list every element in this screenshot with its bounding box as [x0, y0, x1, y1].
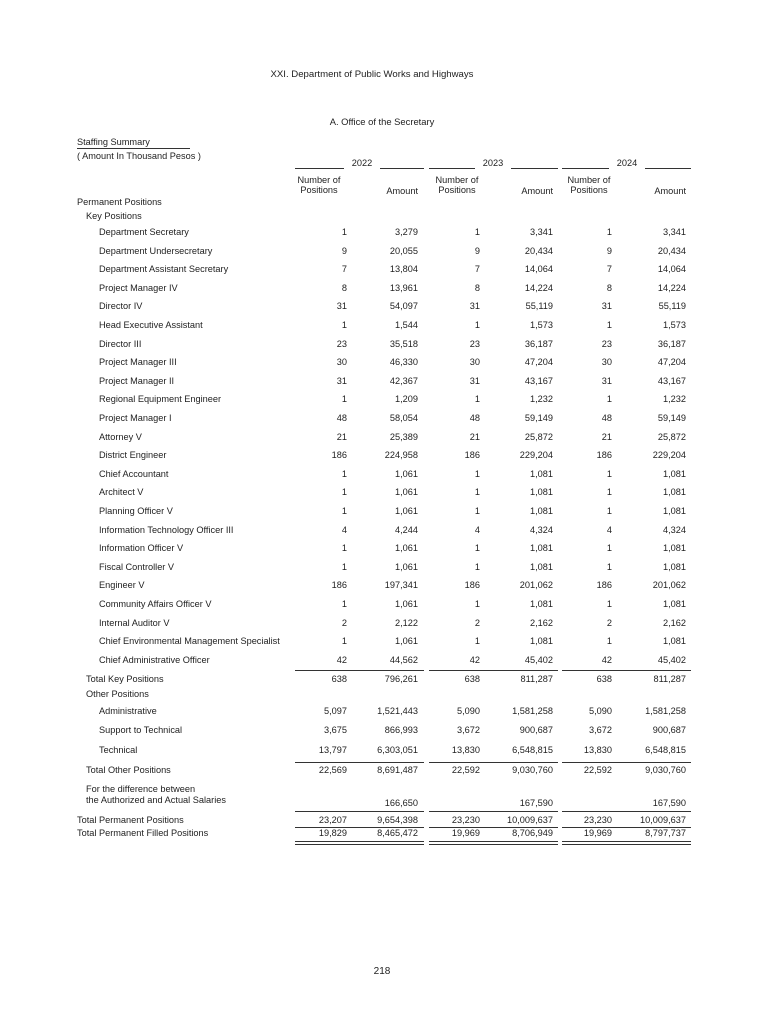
- key-position-row-number: 4: [606, 524, 612, 535]
- key-position-row-number: 1: [606, 468, 612, 479]
- key-position-row-amount: 47,204: [657, 357, 686, 368]
- key-position-row-amount: 59,149: [657, 413, 686, 423]
- key-position-row-label: Project Manager II: [99, 375, 175, 386]
- key-position-row-label: Project Manager I: [99, 413, 172, 423]
- year-rule: [511, 168, 558, 169]
- key-position-row-amount: 1,081: [663, 636, 686, 647]
- key-position-row-number: 1: [341, 487, 347, 498]
- key-position-row-amount: 1,232: [530, 394, 553, 405]
- key-position-row-amount: 1,061: [395, 543, 418, 554]
- double-rule: [295, 841, 424, 842]
- key-position-row-number: 42: [601, 654, 612, 665]
- key-position-row-amount: 45,402: [524, 654, 553, 665]
- key-position-row-number: 1: [474, 320, 480, 330]
- other-position-row-number: 5,090: [589, 706, 612, 716]
- year-header: 2022: [351, 158, 373, 168]
- key-position-row-amount: 1,081: [530, 468, 553, 479]
- key-position-row-amount: 1,081: [530, 487, 553, 498]
- key-position-row-amount: 3,341: [530, 227, 553, 237]
- subtotal-rule: [429, 811, 558, 812]
- key-position-row-label: Information Technology Officer III: [99, 524, 234, 535]
- key-position-row-number: 1: [474, 394, 480, 405]
- key-position-row-amount: 1,061: [395, 468, 418, 479]
- total-permanent-filled-positions-amount: 8,465,472: [377, 828, 418, 838]
- key-position-row-number: 1: [474, 487, 480, 498]
- other-position-row-label: Support to Technical: [99, 725, 183, 736]
- total-key-positions-amount: 811,287: [653, 674, 686, 684]
- key-position-row-number: 7: [606, 264, 612, 275]
- key-position-row-number: 186: [331, 450, 347, 461]
- key-position-row-number: 1: [606, 227, 612, 237]
- total-other-positions-amount: 8,691,487: [377, 765, 418, 775]
- other-position-row-number: 3,672: [457, 725, 480, 736]
- key-position-row-number: 31: [336, 375, 347, 386]
- key-position-row-amount: 1,061: [395, 487, 418, 498]
- other-position-row-amount: 6,303,051: [377, 744, 418, 755]
- total-permanent-positions-label: Total Permanent Positions: [77, 815, 184, 825]
- key-position-row-number: 1: [341, 561, 347, 572]
- double-rule: [429, 841, 558, 842]
- key-position-row-label: Planning Officer V: [99, 506, 173, 516]
- key-position-row-amount: 1,081: [663, 506, 686, 516]
- key-position-row-amount: 197,341: [384, 580, 418, 591]
- key-position-row-number: 186: [464, 450, 480, 461]
- key-position-row-amount: 1,573: [530, 320, 553, 330]
- total-permanent-positions-amount: 10,009,637: [640, 815, 686, 825]
- key-position-row-amount: 1,209: [395, 394, 418, 405]
- subtotal-rule: [562, 811, 691, 812]
- key-position-row-amount: 3,279: [395, 227, 418, 237]
- key-position-row-number: 48: [336, 413, 347, 423]
- key-position-row-amount: 43,167: [524, 375, 553, 386]
- key-position-row-amount: 25,389: [389, 431, 418, 442]
- key-position-row-amount: 1,081: [530, 543, 553, 554]
- key-position-row-label: Director IV: [99, 301, 143, 312]
- key-position-row-amount: 13,961: [389, 282, 418, 293]
- page-number: 218: [373, 966, 391, 977]
- key-position-row-number: 23: [469, 338, 480, 349]
- key-position-row-label: Chief Administrative Officer: [99, 654, 210, 665]
- total-permanent-filled-positions-number: 19,829: [318, 828, 347, 838]
- key-position-row-number: 21: [469, 431, 480, 442]
- key-position-row-number: 1: [606, 394, 612, 405]
- key-position-row-amount: 58,054: [389, 413, 418, 423]
- key-position-row-number: 23: [601, 338, 612, 349]
- key-position-row-number: 1: [341, 636, 347, 647]
- key-position-row-amount: 229,204: [519, 450, 553, 461]
- key-position-row-number: 48: [601, 413, 612, 423]
- key-position-row-number: 42: [336, 654, 347, 665]
- other-position-row-number: 13,830: [451, 744, 480, 755]
- key-position-row-amount: 4,324: [530, 524, 553, 535]
- key-position-row-label: Information Officer V: [99, 543, 184, 554]
- column-header-number: Number of Positions: [567, 175, 611, 195]
- key-position-row-amount: 14,064: [657, 264, 686, 275]
- other-position-row-label: Administrative: [99, 706, 157, 716]
- key-position-row-number: 1: [474, 543, 480, 554]
- key-position-row-amount: 1,061: [395, 506, 418, 516]
- key-position-row-number: 31: [601, 301, 612, 312]
- key-position-row-label: Chief Environmental Management Specialist: [99, 636, 280, 647]
- subtotal-rule: [562, 762, 691, 763]
- key-position-row-number: 30: [469, 357, 480, 368]
- difference-amount: 167,590: [519, 798, 553, 808]
- subtotal-rule: [429, 762, 558, 763]
- subtotal-rule: [562, 670, 691, 671]
- difference-amount: 167,590: [652, 798, 686, 808]
- key-position-row-amount: 1,081: [530, 561, 553, 572]
- key-position-row-amount: 2,162: [530, 617, 553, 628]
- key-position-row-number: 1: [474, 506, 480, 516]
- column-header-amount: Amount: [654, 186, 686, 196]
- column-header-number: Number of Positions: [297, 175, 341, 195]
- key-position-row-number: 1: [341, 468, 347, 479]
- key-position-row-amount: 4,324: [663, 524, 686, 535]
- subtotal-rule: [295, 670, 424, 671]
- key-position-row-number: 21: [601, 431, 612, 442]
- key-position-row-amount: 201,062: [652, 580, 686, 591]
- key-position-row-number: 31: [601, 375, 612, 386]
- key-position-row-amount: 44,562: [389, 654, 418, 665]
- key-position-row-label: Community Affairs Officer V: [99, 599, 212, 609]
- key-position-row-amount: 1,081: [663, 543, 686, 554]
- difference-label-line2: the Authorized and Actual Salaries: [86, 795, 226, 805]
- amount-note: ( Amount In Thousand Pesos ): [77, 151, 201, 161]
- key-position-row-amount: 45,402: [657, 654, 686, 665]
- key-position-row-number: 186: [596, 450, 612, 461]
- key-position-row-number: 1: [606, 506, 612, 516]
- key-position-row-number: 1: [606, 320, 612, 330]
- section-key-positions: Key Positions: [86, 211, 142, 221]
- other-position-row-amount: 866,993: [384, 725, 418, 736]
- total-other-positions-label: Total Other Positions: [86, 765, 171, 775]
- key-position-row-label: Fiscal Controller V: [99, 561, 175, 572]
- key-position-row-amount: 1,061: [395, 561, 418, 572]
- column-header-amount: Amount: [521, 186, 553, 196]
- subtotal-rule: [295, 811, 424, 812]
- key-position-row-number: 186: [464, 580, 480, 591]
- section-other-positions: Other Positions: [86, 689, 149, 699]
- key-position-row-amount: 1,544: [395, 320, 418, 330]
- key-position-row-number: 186: [596, 580, 612, 591]
- year-header: 2024: [616, 158, 638, 168]
- key-position-row-number: 1: [341, 394, 347, 405]
- double-rule: [295, 844, 424, 845]
- key-position-row-label: District Engineer: [99, 450, 167, 461]
- key-position-row-amount: 55,119: [658, 301, 686, 312]
- other-position-row-amount: 1,581,258: [512, 706, 553, 716]
- key-position-row-number: 2: [606, 617, 612, 628]
- total-key-positions-number: 638: [464, 674, 480, 684]
- key-position-row-amount: 36,187: [524, 338, 553, 349]
- key-position-row-number: 2: [474, 617, 480, 628]
- other-position-row-amount: 1,521,443: [377, 706, 418, 716]
- key-position-row-amount: 14,224: [657, 282, 686, 293]
- column-header-number: Number of Positions: [435, 175, 479, 195]
- total-other-positions-number: 22,569: [318, 765, 347, 775]
- key-position-row-number: 7: [341, 264, 347, 275]
- key-position-row-number: 2: [341, 617, 347, 628]
- key-position-row-amount: 43,167: [657, 375, 686, 386]
- key-position-row-label: Project Manager III: [99, 357, 177, 368]
- key-position-row-amount: 4,244: [395, 524, 418, 535]
- key-position-row-number: 1: [606, 599, 612, 609]
- key-position-row-number: 1: [341, 599, 347, 609]
- key-position-row-label: Architect V: [99, 487, 144, 498]
- key-position-row-amount: 13,804: [389, 264, 418, 275]
- double-rule: [429, 844, 558, 845]
- total-permanent-positions-number: 23,207: [318, 815, 347, 825]
- key-position-row-number: 1: [606, 487, 612, 498]
- key-position-row-amount: 54,097: [389, 301, 418, 312]
- key-position-row-amount: 201,062: [519, 580, 553, 591]
- key-position-row-label: Internal Auditor V: [99, 617, 170, 628]
- key-position-row-amount: 35,518: [389, 338, 418, 349]
- total-other-positions-amount: 9,030,760: [645, 765, 686, 775]
- total-permanent-positions-number: 23,230: [583, 815, 612, 825]
- key-position-row-number: 1: [341, 320, 347, 330]
- key-position-row-number: 7: [474, 264, 480, 275]
- key-position-row-number: 4: [474, 524, 480, 535]
- key-position-row-amount: 224,958: [384, 450, 418, 461]
- key-position-row-amount: 1,081: [663, 561, 686, 572]
- staffing-summary-underline: [77, 148, 190, 149]
- year-rule: [562, 168, 609, 169]
- key-position-row-label: Department Undersecretary: [99, 245, 213, 256]
- key-position-row-number: 9: [474, 245, 480, 256]
- key-position-row-amount: 20,434: [657, 245, 686, 256]
- key-position-row-number: 31: [469, 375, 480, 386]
- year-rule: [380, 168, 424, 169]
- key-position-row-amount: 1,081: [530, 506, 553, 516]
- key-position-row-number: 1: [474, 636, 480, 647]
- page-title: XXI. Department of Public Works and Highways: [270, 69, 474, 80]
- key-position-row-number: 9: [606, 245, 612, 256]
- key-position-row-label: Project Manager IV: [99, 282, 178, 293]
- total-permanent-filled-positions-amount: 8,797,737: [645, 828, 686, 838]
- key-position-row-number: 186: [331, 580, 347, 591]
- key-position-row-number: 1: [341, 506, 347, 516]
- key-position-row-amount: 1,232: [663, 394, 686, 405]
- key-position-row-number: 1: [474, 561, 480, 572]
- subtotal-rule: [295, 762, 424, 763]
- other-position-row-number: 13,830: [583, 744, 612, 755]
- double-rule: [562, 841, 691, 842]
- total-key-positions-label: Total Key Positions: [86, 674, 164, 684]
- key-position-row-number: 4: [341, 524, 347, 535]
- key-position-row-amount: 1,061: [395, 599, 418, 609]
- total-key-positions-number: 638: [331, 674, 347, 684]
- other-position-row-amount: 1,581,258: [645, 706, 686, 716]
- key-position-row-number: 31: [336, 301, 347, 312]
- key-position-row-amount: 20,434: [524, 245, 553, 256]
- double-rule: [562, 844, 691, 845]
- key-position-row-label: Regional Equipment Engineer: [99, 394, 222, 405]
- other-position-row-amount: 900,687: [652, 725, 686, 736]
- difference-label-line1: For the difference between: [86, 784, 196, 794]
- other-position-row-label: Technical: [99, 744, 138, 755]
- total-permanent-filled-positions-number: 19,969: [451, 828, 480, 838]
- total-other-positions-amount: 9,030,760: [512, 765, 553, 775]
- total-permanent-filled-positions-number: 19,969: [583, 828, 612, 838]
- key-position-row-number: 8: [341, 282, 347, 293]
- key-position-row-amount: 1,081: [663, 487, 686, 498]
- key-position-row-number: 1: [341, 543, 347, 554]
- key-position-row-amount: 25,872: [524, 431, 553, 442]
- key-position-row-label: Attorney V: [99, 431, 142, 442]
- key-position-row-label: Department Assistant Secretary: [99, 264, 229, 275]
- key-position-row-amount: 1,081: [663, 468, 686, 479]
- key-position-row-number: 23: [336, 338, 347, 349]
- office-subtitle: A. Office of the Secretary: [329, 116, 435, 127]
- key-position-row-amount: 14,224: [524, 282, 553, 293]
- key-position-row-number: 1: [606, 561, 612, 572]
- total-permanent-filled-positions-amount: 8,706,949: [512, 828, 553, 838]
- key-position-row-number: 31: [469, 301, 480, 312]
- key-position-row-number: 1: [606, 636, 612, 647]
- key-position-row-amount: 1,061: [395, 636, 418, 647]
- total-other-positions-number: 22,592: [451, 765, 480, 775]
- key-position-row-number: 8: [474, 282, 480, 293]
- key-position-row-number: 8: [606, 282, 612, 293]
- key-position-row-number: 30: [336, 357, 347, 368]
- key-position-row-number: 1: [341, 227, 347, 237]
- difference-amount: 166,650: [384, 798, 418, 808]
- key-position-row-amount: 46,330: [389, 357, 418, 368]
- key-position-row-amount: 229,204: [652, 450, 686, 461]
- key-position-row-amount: 42,367: [389, 375, 418, 386]
- key-position-row-number: 21: [336, 431, 347, 442]
- key-position-row-amount: 1,081: [530, 636, 553, 647]
- other-position-row-amount: 900,687: [519, 725, 553, 736]
- key-position-row-label: Director III: [99, 338, 142, 349]
- key-position-row-number: 1: [474, 468, 480, 479]
- key-position-row-number: 1: [606, 543, 612, 554]
- key-position-row-amount: 59,149: [524, 413, 553, 423]
- other-position-row-amount: 6,548,815: [512, 744, 553, 755]
- key-position-row-amount: 25,872: [657, 431, 686, 442]
- total-key-positions-amount: 811,287: [520, 674, 553, 684]
- key-position-row-amount: 36,187: [657, 338, 686, 349]
- total-permanent-positions-amount: 10,009,637: [507, 815, 553, 825]
- subtotal-rule: [429, 670, 558, 671]
- key-position-row-label: Head Executive Assistant: [99, 320, 203, 330]
- other-position-row-number: 13,797: [318, 744, 347, 755]
- other-position-row-number: 5,090: [457, 706, 480, 716]
- key-position-row-amount: 1,081: [530, 599, 553, 609]
- key-position-row-label: Department Secretary: [99, 227, 189, 237]
- staffing-summary-heading: Staffing Summary: [77, 137, 150, 147]
- year-header: 2023: [482, 158, 504, 168]
- key-position-row-amount: 1,573: [663, 320, 686, 330]
- key-position-row-number: 30: [601, 357, 612, 368]
- key-position-row-amount: 1,081: [663, 599, 686, 609]
- key-position-row-amount: 2,122: [395, 617, 418, 628]
- other-position-row-number: 5,097: [324, 706, 347, 716]
- key-position-row-amount: 14,064: [524, 264, 553, 275]
- total-key-positions-amount: 796,261: [384, 674, 418, 684]
- total-permanent-positions-number: 23,230: [451, 815, 480, 825]
- key-position-row-number: 9: [341, 245, 347, 256]
- total-key-positions-number: 638: [596, 674, 612, 684]
- other-position-row-number: 3,672: [589, 725, 612, 736]
- key-position-row-amount: 55,119: [525, 301, 553, 312]
- key-position-row-number: 1: [474, 227, 480, 237]
- key-position-row-number: 48: [469, 413, 480, 423]
- key-position-row-amount: 3,341: [663, 227, 686, 237]
- column-header-amount: Amount: [386, 186, 418, 196]
- year-rule: [429, 168, 475, 169]
- year-rule: [295, 168, 344, 169]
- key-position-row-label: Engineer V: [99, 580, 145, 591]
- key-position-row-amount: 47,204: [524, 357, 553, 368]
- year-rule: [645, 168, 691, 169]
- total-permanent-filled-positions-label: Total Permanent Filled Positions: [77, 828, 209, 838]
- key-position-row-number: 1: [474, 599, 480, 609]
- section-permanent-positions: Permanent Positions: [77, 197, 162, 207]
- key-position-row-label: Chief Accountant: [99, 468, 169, 479]
- key-position-row-amount: 2,162: [663, 617, 686, 628]
- other-position-row-number: 3,675: [324, 725, 347, 736]
- total-other-positions-number: 22,592: [583, 765, 612, 775]
- other-position-row-amount: 6,548,815: [645, 744, 686, 755]
- key-position-row-number: 42: [469, 654, 480, 665]
- total-permanent-positions-amount: 9,654,398: [377, 815, 418, 825]
- key-position-row-amount: 20,055: [389, 245, 418, 256]
